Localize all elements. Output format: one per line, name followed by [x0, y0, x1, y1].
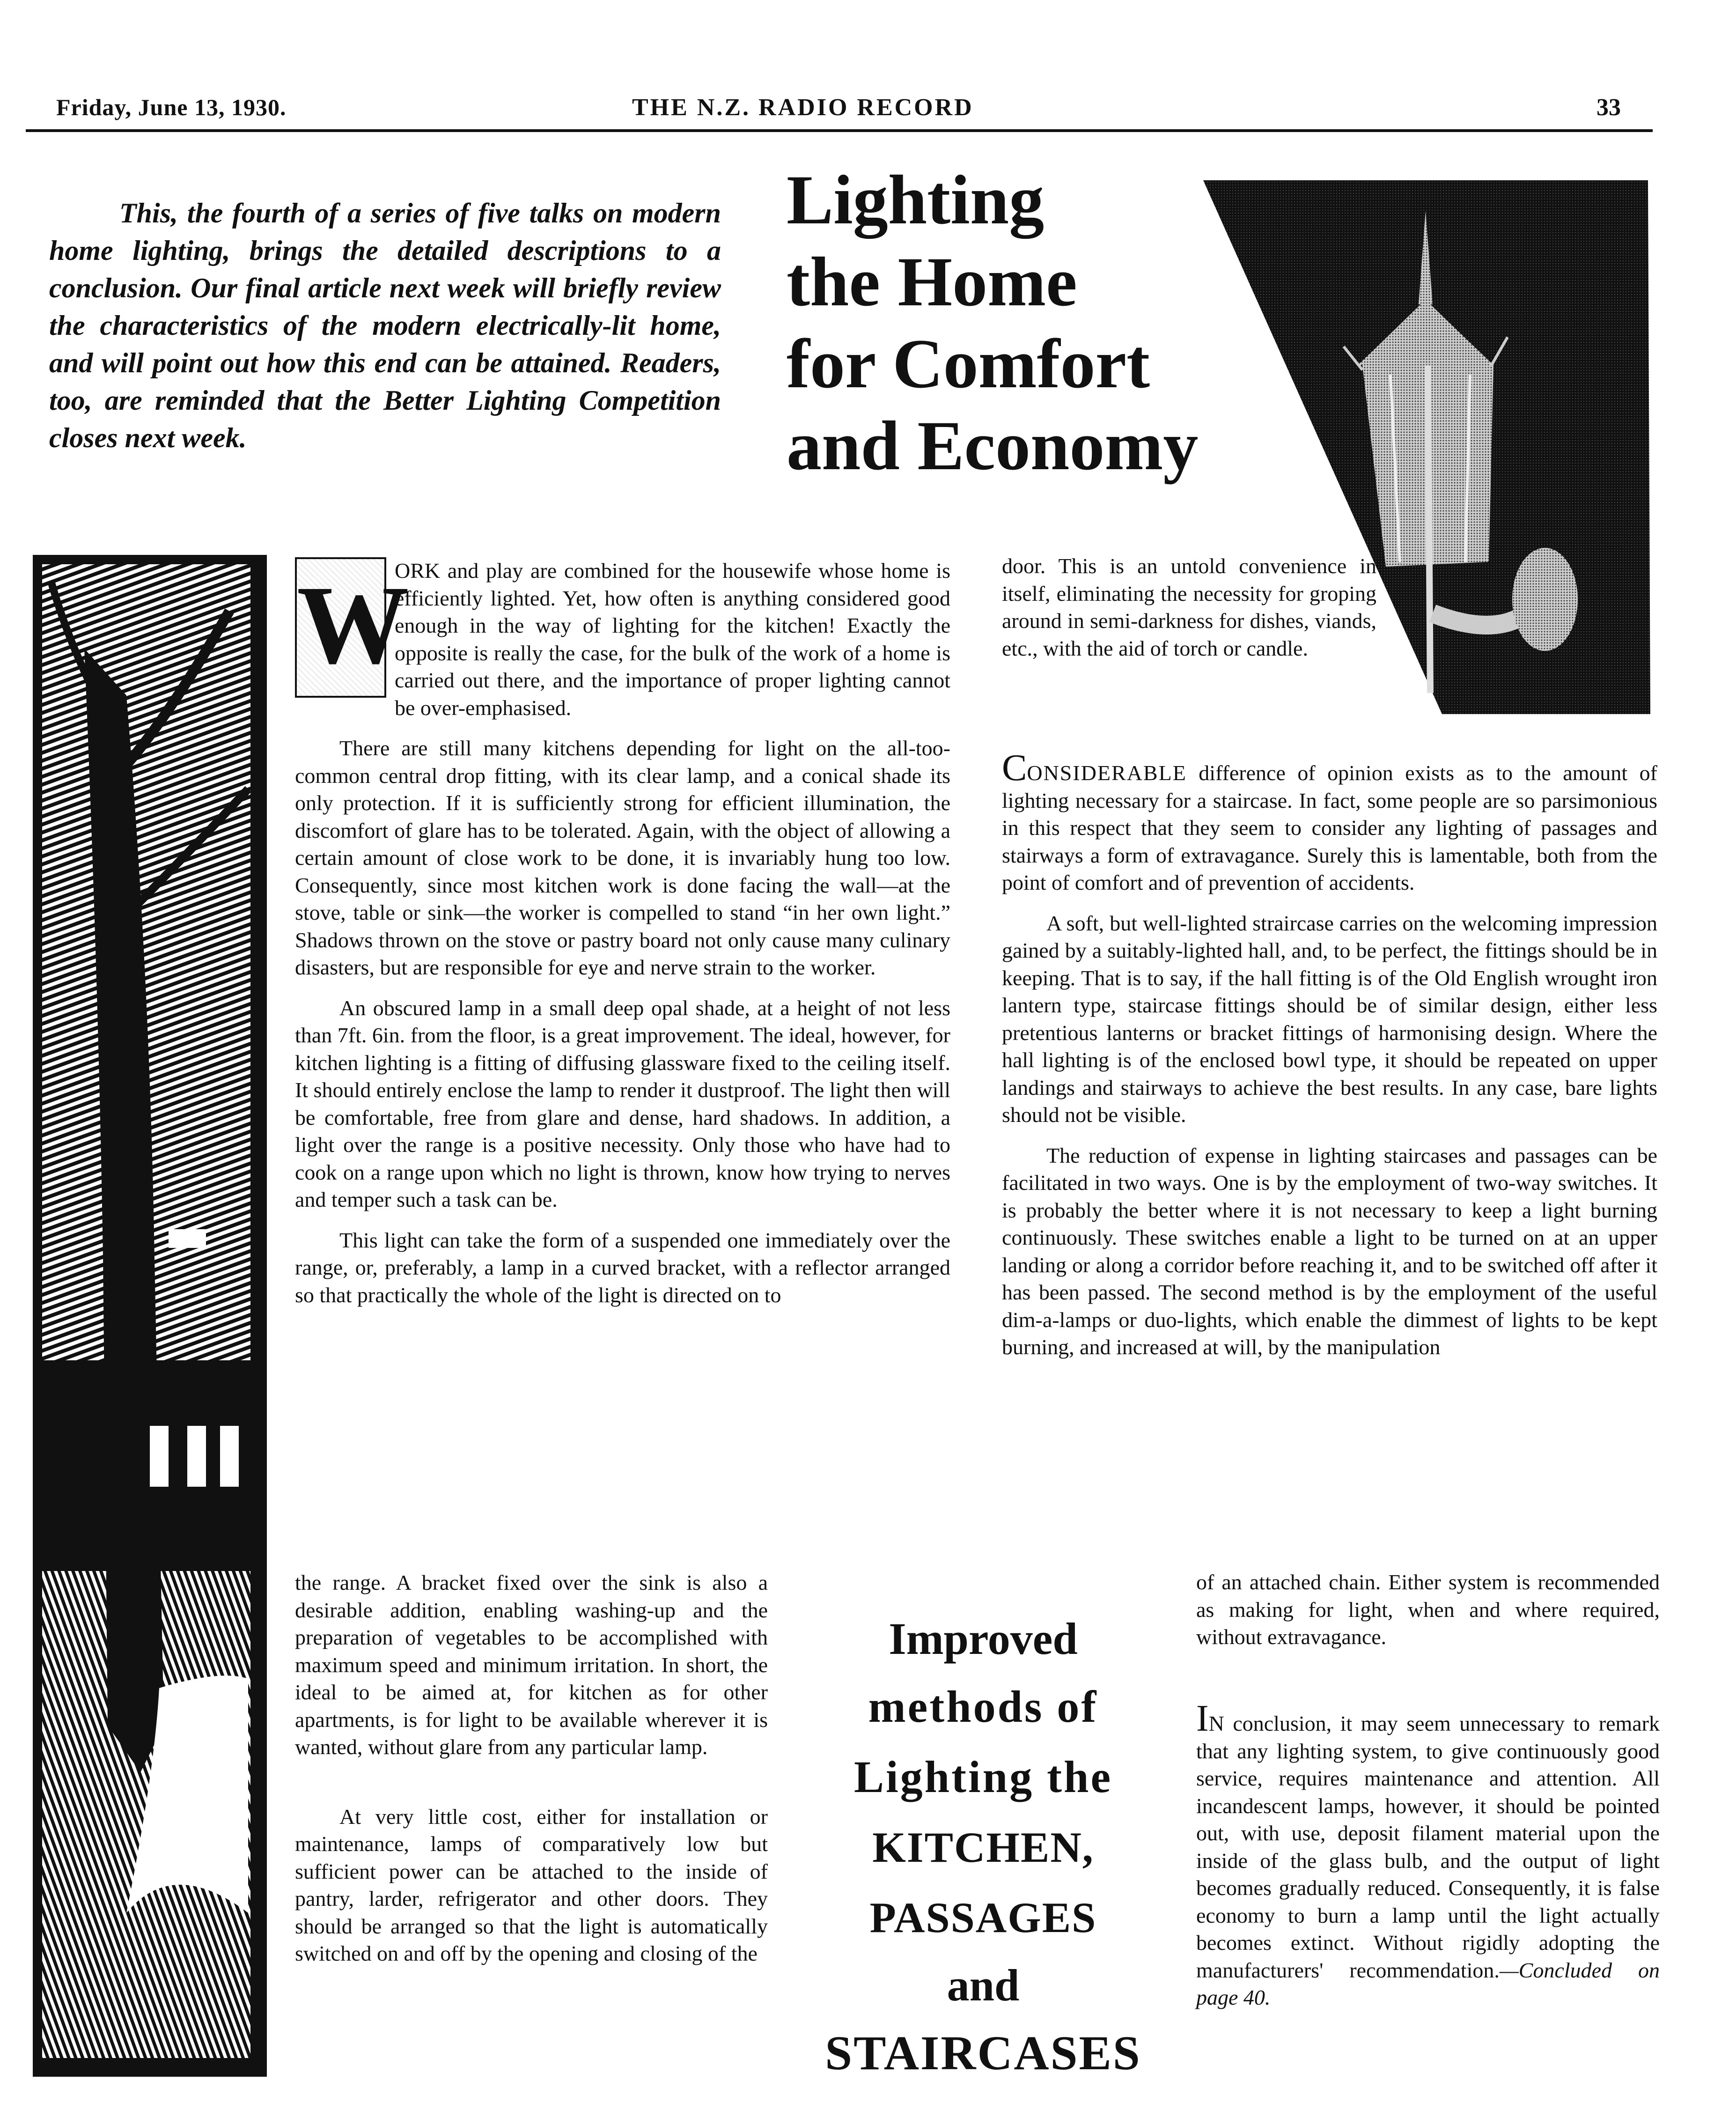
article-column-right: [1002, 747, 1657, 1361]
paragraph-range-light-wide: This light can take the form of a suspended one immediately over the range, or, preferably, a lamp in a curved bracket, with a reflector arranged so that practically the whole of the light is directed on to: [295, 1228, 950, 1307]
headline-line-1: Lighting: [787, 161, 1045, 239]
section-caption: [791, 1606, 1175, 2088]
paragraph-text: ORK and play are combined for the housewife whose home is efficiently lighted. Yet, how often is anything considered good enough in the way of lighting for the kitchen! Exactly the opposite is really the case, for the bulk of the work of a home is carried out there, and the importance of proper lighting cannot be over-emphasised.: [395, 559, 950, 720]
paragraph-conclusion: [1196, 1698, 1660, 2012]
paragraph-door-lamps-cont: door. This is an untold convenience in itself, eliminating the necessity for groping around in semi-darkness for dishes, viands, etc., with the aid of torch or candle.: [1002, 554, 1376, 660]
paragraph-door-lamps: At very little cost, either for installation or maintenance, lamps of comparatively low but sufficient power can be attached to the inside of pantry, larder, refrigerator and other doors. They should be arranged so that the light is automatically switched on and off by the opening and closing of the: [295, 1804, 768, 1965]
caption-line-1: Improved: [889, 1614, 1078, 1664]
paragraph-soft-staircase: A soft, but well-lighted straircase carries on the welcoming impression gained by a suitably-lighted hall, and, to be perfect, the fittings should be in keeping. That is to say, if the hall fitting is of the Old English wrought iron lantern type, staircase fittings should be of similar design, either less pretentious lanterns or bracket fittings of harmonising design. Where the hall lighting is of the enclosed bowl type, it should be repeated on upper landings and stairways to achieve the best results. In any case, bare lights should not be visible.: [1002, 911, 1657, 1127]
dropcap-i: I: [1196, 1698, 1209, 1739]
caption-line-5: PASSAGES: [869, 1894, 1097, 1941]
paragraph-reduce-expense: The reduction of expense in lighting staircases and passages can be facilitated in two ways. One is by the employment of two-way switches. It is probably the better where it is not necessary to keep a light burning continuously. These switches enable a light to be turned on at an upper landing or along a corridor before reaching it, and to be switched off after it has been passed. The second method is by the employment of the useful dim-a-lamps or duo-lights, which enable the dimmest of lights to be kept burning, and increased at will, by the manipulation: [1002, 1143, 1657, 1359]
article-column-right-top: [1002, 553, 1376, 675]
masthead-rule: [26, 129, 1653, 132]
headline-line-3: for Comfort: [787, 325, 1150, 403]
page-number: 33: [1596, 94, 1621, 121]
caption-line-2: methods of: [868, 1682, 1098, 1732]
article-column-left: [295, 557, 950, 1309]
ornamental-dropcap-w: [295, 557, 409, 698]
dropcap-c: C: [1002, 747, 1027, 789]
paragraph-central-drop: There are still many kitchens depending for light on the all-too-common central drop fitting, with its clear lamp, and a conical shade its only protection. If it is sufficiently strong for efficient illumination, the discomfort of glare has to be tolerated. Again, with the object of allowing a certain amount of close work to be done, it is invariably hung too low. Consequently, since most kitchen work is done facing the wall—at the stove, table or sink—the worker is compelled to stand “in her own light.” Shadows thrown on the stove or pastry board not only cause many culinary disasters, but are responsible for eye and nerve strain to the worker.: [295, 736, 950, 979]
publication-title: THE N.Z. RADIO RECORD: [632, 94, 974, 121]
paragraph-kitchen-intro: [295, 557, 950, 722]
woodcut-illustration-icon: [33, 555, 267, 2077]
paragraph-text: difference of opinion exists as to the amount of lighting necessary for a staircase. In fact, some people are so parsimonious in this respect that they seem to consider any lighting of passages and stairways a form of extravagance. Surely this is lamentable, both from the point of comfort and of prevention of accidents.: [1002, 761, 1657, 894]
caption-line-3: Lighting the: [853, 1752, 1113, 1802]
intro-standfirst: This, the fourth of a series of five talks on modern home lighting, brings the detailed descriptions to a conclusion. Our final article next week will briefly review the characteristics of the modern electrically-lit home, and will point out how this end can be attained. Readers, too, are reminded that the Better Lighting Competition closes next week.: [49, 198, 721, 453]
paragraph-staircase-opinion: [1002, 747, 1657, 897]
continued-on-page-link[interactable]: —Concluded on page 40.: [1196, 1958, 1660, 2009]
article-column-right-narrow: [1196, 1569, 1660, 1664]
dropcap-letter: W: [297, 562, 409, 687]
caption-line-4: KITCHEN,: [872, 1823, 1094, 1871]
lead-smallcaps: ONSIDERABLE: [1027, 761, 1187, 785]
issue-date: Friday, June 13, 1930.: [56, 94, 287, 120]
headline-line-4: and Economy: [787, 407, 1199, 485]
article-column-conclusion: [1196, 1698, 1660, 2025]
caption-line-7: STAIRCASES: [825, 2026, 1141, 2080]
article-column-left-narrow: [295, 1569, 768, 1981]
paragraph-attached-chain: of an attached chain. Either system is recommended as making for light, when and where required, without extravagance.: [1196, 1570, 1660, 1649]
paragraph-text: N conclusion, it may seem unnecessary to remark that any lighting system, to give continuously good service, requires maintenance and attention. All incandescent lamps, however, it should be pointed out, with use, deposit filament material upon the inside of the glass bulb, and the output of light becomes gradually reduced. Consequently, it is false economy to burn a lamp until the light actually becomes extinct. Without rigidly adopting the manufacturers' recommendation.: [1196, 1711, 1660, 1982]
paragraph-range-light-narrow: the range. A bracket fixed over the sink is also a desirable addition, enabling washing-up and the preparation of vegetables to be accomplished with maximum speed and minimum irritation. In short, the ideal to be aimed at, for kitchen as for other apartments, is for light to be available wherever it is wanted, without glare from any particular lamp.: [295, 1571, 768, 1759]
headline-line-2: the Home: [787, 243, 1077, 321]
paragraph-opal-shade: An obscured lamp in a small deep opal shade, at a height of not less than 7ft. 6in. from the floor, is a great improvement. The ideal, however, for kitchen lighting is a fitting of diffusing glassware fixed to the ceiling itself. It should entirely enclose the lamp to render it dustproof. The light then will be comfortable, free from glare and dense, hard shadows. In addition, a light over the range is a positive necessity. Only those who have had to cook on a range upon which no light is thrown, know how trying to nerves and temper such a task can be.: [295, 996, 950, 1211]
caption-line-6: and: [947, 1960, 1020, 2010]
